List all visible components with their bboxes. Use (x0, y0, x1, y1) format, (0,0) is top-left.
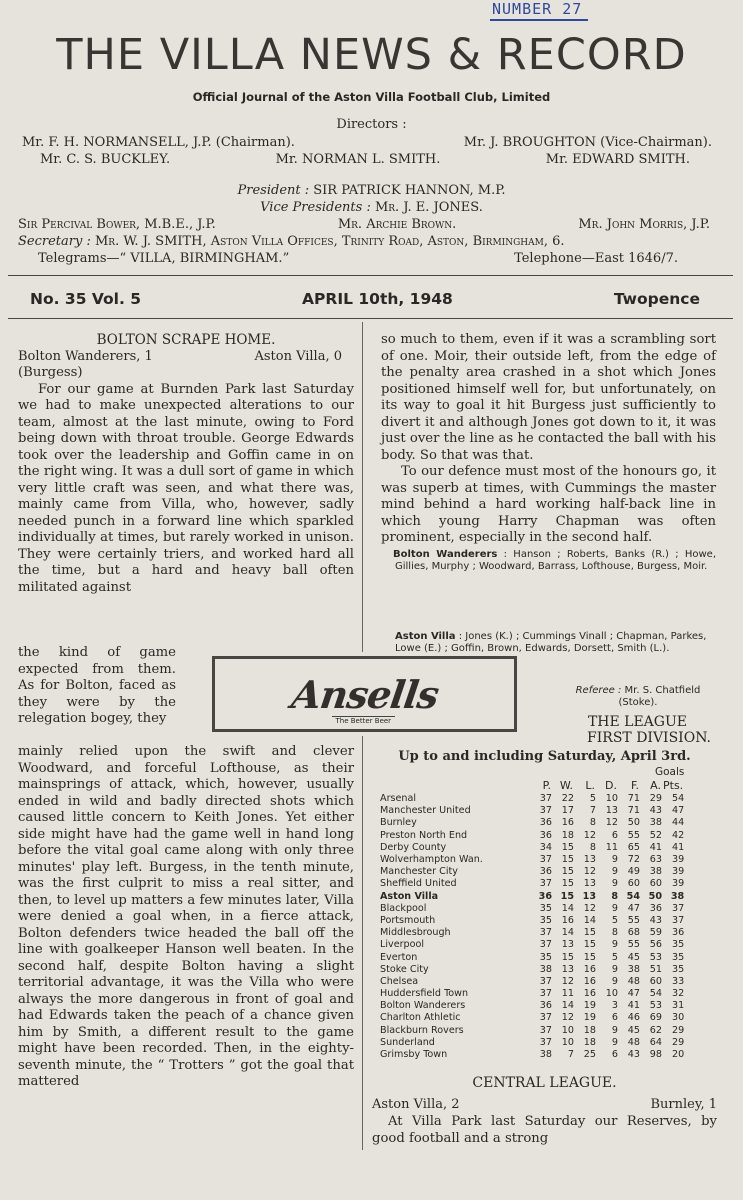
villa-players: : Jones (K.) ; Cummings Vinall ; Chapman, Parkes, Lowe (E.) ; Goffin, Brown, Edwards, Dorsett, Smith (L.). (395, 631, 707, 654)
league-stat-cell: 9 (611, 1024, 618, 1036)
league-team-name: Grimsby Town (380, 1049, 448, 1061)
league-stat-cell: 63 (649, 854, 662, 866)
league-stat-cell: 55 (627, 829, 640, 841)
league-stat-cell: 37 (671, 914, 685, 926)
bolton-players: : Hanson ; Roberts, Banks (R.) ; Howe, Gillies, Murphy ; Woodward, Barrass, Lofthouse, Burgess, Moir. (395, 548, 716, 572)
league-stat-cell: 50 (627, 817, 640, 829)
table-row (380, 866, 684, 878)
league-stat-cell: 37 (539, 1036, 552, 1048)
league-stat-cell: 50 (648, 890, 662, 902)
league-stat-cell: 29 (649, 793, 662, 805)
president-line (0, 183, 743, 198)
divider-issue (8, 318, 733, 319)
league-col-lost: L. (585, 779, 595, 792)
league-stat-cell: 39 (671, 866, 685, 878)
league-stat-cell: 54 (671, 793, 685, 805)
league-stat-cell: 53 (649, 951, 662, 963)
league-stat-cell: 9 (611, 854, 618, 866)
table-row (380, 793, 684, 805)
league-team-name: Sheffield United (380, 878, 457, 890)
ansells-logo (288, 671, 441, 725)
league-stat-cell: 71 (627, 793, 640, 805)
league-team-name: Liverpool (380, 939, 425, 951)
league-stat-cell: 9 (611, 866, 618, 878)
league-stat-cell: 37 (539, 793, 552, 805)
divider-top (8, 275, 733, 276)
column-divider-top (362, 322, 363, 652)
league-stat-cell: 52 (649, 829, 662, 841)
league-stat-cell: 36 (539, 1000, 552, 1012)
league-team-name: Aston Villa (380, 890, 439, 902)
league-stat-cell: 10 (561, 1036, 574, 1048)
telephone: Telephone—East 1646/7. (514, 251, 678, 266)
league-stat-cell: 11 (561, 988, 574, 1000)
table-row (380, 976, 684, 988)
league-division: FIRST DIVISION. (587, 730, 711, 746)
league-stat-cell: 51 (649, 963, 662, 975)
referee-line (563, 685, 713, 709)
league-stat-cell: 13 (561, 963, 574, 975)
league-stat-cell: 22 (561, 793, 574, 805)
league-stat-cell: 43 (649, 805, 662, 817)
vice-presidents-line (0, 200, 743, 215)
central-league-section (372, 1075, 717, 1147)
league-stat-cell: 36 (649, 902, 662, 914)
league-stat-cell: 54 (649, 988, 662, 1000)
league-team-name: Wolverhampton Wan. (380, 854, 483, 866)
league-stat-cell: 9 (611, 975, 618, 987)
central-league-score (372, 1097, 717, 1112)
report-heading: BOLTON SCRAPE HOME. (96, 332, 276, 348)
league-stat-cell: 9 (611, 939, 618, 951)
league-stat-cell: 8 (589, 817, 596, 829)
league-stat-cell: 9 (611, 902, 618, 914)
officer-brown: Mr. Archie Brown. (337, 217, 457, 232)
league-stat-cell: 14 (561, 1000, 574, 1012)
league-team-name: Manchester City (380, 866, 458, 878)
league-stat-cell: 36 (539, 817, 552, 829)
issue-date: APRIL 10th, 1948 (302, 290, 453, 308)
vice-president-name: Mr. J. E. JONES. (374, 200, 483, 215)
table-row (380, 854, 684, 866)
league-stat-cell: 44 (671, 817, 685, 829)
league-team-name: Charlton Athletic (380, 1012, 461, 1024)
column-divider-bottom (362, 736, 363, 1150)
league-stat-cell: 69 (649, 1012, 662, 1024)
league-stat-cell: 12 (583, 829, 596, 841)
league-stat-cell: 38 (539, 963, 552, 975)
league-stat-cell: 15 (561, 951, 574, 963)
league-team-name: Burnley (380, 817, 417, 829)
league-stat-cell: 35 (671, 951, 685, 963)
league-stat-cell: 60 (649, 975, 662, 987)
league-stat-cell: 15 (583, 927, 596, 939)
league-stat-cell: 7 (589, 805, 596, 817)
report-right-column (381, 332, 716, 573)
league-stat-cell: 36 (539, 829, 552, 841)
league-stat-cell: 36 (539, 866, 552, 878)
league-stat-cell: 38 (627, 963, 640, 975)
league-stat-cell: 41 (627, 1000, 640, 1012)
league-stat-cell: 47 (627, 988, 640, 1000)
table-row (380, 817, 684, 829)
referee-name: Mr. S. Chatfield (Stoke). (618, 685, 701, 708)
league-stat-cell: 10 (605, 988, 618, 1000)
league-team-name: Derby County (380, 841, 447, 853)
report-home-team: Bolton Wanderers, 1 (18, 348, 153, 364)
league-stat-cell: 38 (649, 866, 662, 878)
directors-line-2 (40, 152, 690, 167)
director-chairman: Mr. F. H. NORMANSELL, J.P. (Chairman). (22, 135, 295, 150)
table-row (380, 939, 684, 951)
league-table (380, 778, 684, 1061)
league-stat-cell: 14 (561, 927, 574, 939)
league-stat-cell: 72 (627, 854, 640, 866)
league-stat-cell: 8 (611, 927, 618, 939)
league-stat-cell: 25 (583, 1049, 596, 1061)
league-stat-cell: 15 (561, 841, 574, 853)
league-table-header (380, 778, 684, 793)
league-subtitle: Up to and including Saturday, April 3rd. (398, 749, 691, 764)
contact-line (38, 251, 678, 266)
league-stat-cell: 13 (583, 854, 596, 866)
league-team-name: Sunderland (380, 1036, 435, 1048)
league-stat-cell: 55 (627, 914, 640, 926)
league-col-points: Pts. (663, 779, 684, 792)
match-report-column (18, 332, 354, 596)
league-stat-cell: 36 (671, 927, 685, 939)
league-stat-cell: 37 (539, 854, 552, 866)
villa-lineup-head (395, 631, 715, 655)
vice-presidents-label: Vice Presidents : (260, 200, 371, 215)
league-stat-cell: 15 (560, 890, 574, 902)
league-stat-cell: 37 (539, 927, 552, 939)
league-col-played: P. (542, 779, 551, 792)
league-stat-cell: 16 (583, 975, 596, 987)
league-stat-cell: 39 (671, 854, 685, 866)
report-scorer: (Burgess) (18, 365, 83, 380)
issue-bar (30, 290, 700, 308)
table-row (380, 1000, 684, 1012)
report-away-team: Aston Villa, 0 (254, 348, 342, 364)
handwritten-number-note: NUMBER 27 (490, 0, 588, 21)
telegrams: Telegrams—“ VILLA, BIRMINGHAM.” (38, 251, 290, 266)
league-stat-cell: 68 (627, 927, 640, 939)
league-stat-cell: 37 (671, 902, 685, 914)
league-stat-cell: 49 (627, 866, 640, 878)
villa-label: Aston Villa (395, 631, 456, 642)
league-team-name: Portsmouth (380, 914, 436, 926)
report-paragraph-2: so much to them, even if it was a scrambling sort of one. Moir, their outside left, from the edge of the penalty area crashed in a shot which Jones positioned himself well for, but unfortunately, on its way to goal it hit Burgess just sufficiently to divert it and although Jones got down to it, it was just over the line as he contacted the ball with his body. So that was that. (381, 332, 716, 463)
league-stat-cell: 47 (671, 805, 685, 817)
central-league-heading: CENTRAL LEAGUE. (472, 1075, 617, 1091)
league-team-name: Blackpool (380, 902, 427, 914)
league-header (372, 714, 717, 764)
league-stat-cell: 7 (567, 1049, 574, 1061)
league-stat-cell: 48 (627, 1036, 640, 1048)
table-row (380, 830, 684, 842)
masthead-subtitle: Official Journal of the Aston Villa Football Club, Limited (192, 90, 551, 104)
report-score (18, 349, 354, 366)
league-stat-cell: 16 (583, 963, 596, 975)
league-stat-cell: 12 (583, 866, 596, 878)
league-stat-cell: 15 (561, 854, 574, 866)
league-col-against: A. (650, 779, 661, 792)
league-team-name: Middlesbrough (380, 927, 451, 939)
league-stat-cell: 45 (627, 951, 640, 963)
league-team-name: Stoke City (380, 963, 429, 975)
table-row (380, 927, 684, 939)
directors-title: Directors : (336, 117, 407, 132)
league-stat-cell: 37 (539, 1024, 552, 1036)
league-team-name: Blackburn Rovers (380, 1024, 464, 1036)
league-stat-cell: 37 (539, 939, 552, 951)
league-stat-cell: 6 (611, 1049, 618, 1061)
league-stat-cell: 29 (671, 1024, 685, 1036)
secretary-label: Secretary : (18, 234, 91, 249)
league-stat-cell: 43 (649, 914, 662, 926)
league-stat-cell: 41 (649, 841, 662, 853)
league-stat-cell: 19 (583, 1012, 596, 1024)
league-stat-cell: 18 (583, 1024, 596, 1036)
league-stat-cell: 65 (627, 841, 640, 853)
league-stat-cell: 37 (539, 988, 552, 1000)
league-stat-cell: 64 (649, 1036, 662, 1048)
league-stat-cell: 13 (605, 805, 618, 817)
league-col-won: W. (559, 779, 573, 792)
masthead-title: THE VILLA NEWS & RECORD (56, 30, 687, 80)
league-stat-cell: 35 (539, 951, 552, 963)
league-stat-cell: 18 (561, 829, 574, 841)
table-row (380, 878, 684, 890)
league-stat-cell: 13 (561, 939, 574, 951)
league-stat-cell: 38 (670, 890, 685, 902)
table-row (380, 1049, 684, 1061)
league-stat-cell: 19 (583, 1000, 596, 1012)
league-team-name: Chelsea (380, 975, 419, 987)
league-stat-cell: 5 (611, 914, 618, 926)
league-stat-cell: 16 (583, 988, 596, 1000)
league-stat-cell: 45 (627, 1024, 640, 1036)
table-row (380, 964, 684, 976)
league-title: THE LEAGUE (587, 714, 687, 730)
issue-number: No. 35 Vol. 5 (30, 290, 142, 308)
report-paragraph-1-narrow: the kind of game expected from them. As for Bolton, faced as they were by the relegation bogey, they (18, 645, 176, 726)
league-stat-cell: 5 (611, 951, 618, 963)
league-stat-cell: 98 (649, 1049, 662, 1061)
league-col-for: F. (630, 779, 639, 792)
league-team-name: Manchester United (380, 805, 471, 817)
report-paragraph-1-continued: mainly relied upon the swift and clever Woodward, and forceful Lofthouse, as their mainsprings of attack, which, however, usually ended in wild and badly directed shots which caused little concern to Keith Jones. Yet either side might have had the game well in hand long before the vital goal came along with only three minutes' play left. Burgess, in the tenth minute, was the first culprit to miss a real sitter, and then, to level up matters a few minutes later, Villa were denied a goal when, in a fierce attack, Bolton defenders twice headed the ball off the line with goalkeeper Hanson well beaten. In the second half, despite Bolton having a slight territorial advantage, it was the Villa who were always the more dangerous in front of goal and had Edwards taken the peach of a chance given him by Smith, a different result to the game might have been recorded. Then, in the eighty-seventh minute, the “ Trotters ” got the goal that mattered (18, 744, 354, 1089)
league-stat-cell: 5 (589, 793, 596, 805)
league-stat-cell: 12 (605, 817, 618, 829)
referee-label: Referee : (575, 685, 622, 696)
league-col-team (380, 778, 530, 793)
league-stat-cell: 59 (649, 927, 662, 939)
league-stat-cell: 43 (627, 1049, 640, 1061)
league-stat-cell: 54 (626, 890, 640, 902)
league-stat-cell: 20 (671, 1049, 685, 1061)
table-row (380, 903, 684, 915)
ansells-tagline: The Better Beer (332, 716, 396, 725)
officer-bower: Sir Percival Bower, M.B.E., J.P. (18, 217, 216, 232)
secretary-line (18, 234, 718, 249)
league-stat-cell: 31 (671, 1000, 685, 1012)
league-stat-cell: 32 (671, 988, 685, 1000)
goals-label: Goals (655, 766, 685, 778)
league-stat-cell: 9 (611, 878, 618, 890)
table-row (380, 988, 684, 1000)
league-stat-cell: 8 (589, 841, 596, 853)
league-stat-cell: 10 (561, 1024, 574, 1036)
secretary-details: Mr. W. J. SMITH, Aston Villa Offices, Trinity Road, Aston, Birmingham, 6. (94, 234, 565, 249)
league-stat-cell: 11 (605, 841, 618, 853)
league-stat-cell: 30 (671, 1012, 685, 1024)
report-paragraph-1: For our game at Burnden Park last Saturday we had to make unexpected alterations to our team, almost at the last minute, owing to Ford being down with throat trouble. George Edwards took over the leadership and Goffin came in on the right wing. It was a dull sort of game in which very little craft was seen, and what there was, mainly came from Villa, who, however, sadly needed punch in a forward line which sparkled individually at times, but rarely worked in unison. They were certainly triers, and worked hard all the time, but a hard and heavy ball often militated against (18, 381, 354, 595)
league-stat-cell: 18 (583, 1036, 596, 1048)
director-vice-chairman: Mr. J. BROUGHTON (Vice-Chairman). (463, 135, 712, 150)
director-norman-smith: Mr. NORMAN L. SMITH. (275, 152, 441, 167)
league-stat-cell: 9 (611, 1036, 618, 1048)
league-stat-cell: 56 (649, 939, 662, 951)
league-team-name: Everton (380, 951, 418, 963)
league-stat-cell: 13 (583, 878, 596, 890)
table-row (380, 842, 684, 854)
league-stat-cell: 9 (611, 963, 618, 975)
league-team-name: Arsenal (380, 793, 417, 805)
league-stat-cell: 39 (671, 878, 685, 890)
league-stat-cell: 33 (671, 975, 685, 987)
league-stat-cell: 37 (539, 1012, 552, 1024)
league-stat-cell: 17 (561, 805, 574, 817)
league-stat-cell: 15 (583, 951, 596, 963)
league-stat-cell: 53 (649, 1000, 662, 1012)
league-stat-cell: 15 (561, 878, 574, 890)
officer-morris: Mr. John Morris, J.P. (578, 217, 710, 232)
league-stat-cell: 46 (627, 1012, 640, 1024)
table-row (380, 1012, 684, 1024)
league-stat-cell: 6 (611, 829, 618, 841)
league-col-drawn: D. (605, 779, 617, 792)
league-stat-cell: 60 (649, 878, 662, 890)
table-row (380, 1025, 684, 1037)
league-stat-cell: 8 (611, 890, 618, 902)
report-paragraph-3: To our defence must most of the honours go, it was superb at times, with Cummings the master mind behind a hard working half-back line in which young Harry Chapman was often prominent, especially in the second half. (381, 464, 716, 545)
league-stat-cell: 38 (539, 1049, 552, 1061)
director-buckley: Mr. C. S. BUCKLEY. (40, 152, 171, 167)
league-stat-cell: 35 (671, 963, 685, 975)
directors-line-1 (22, 135, 712, 150)
league-stat-cell: 35 (671, 939, 685, 951)
league-stat-cell: 47 (627, 902, 640, 914)
table-row (380, 891, 684, 903)
table-row (380, 1037, 684, 1049)
league-stat-cell: 35 (539, 902, 552, 914)
ansells-brand: Ansells (288, 671, 441, 717)
league-stat-cell: 12 (561, 975, 574, 987)
issue-price: Twopence (613, 290, 700, 308)
league-stat-cell: 36 (538, 890, 552, 902)
league-stat-cell: 14 (561, 902, 574, 914)
league-stat-cell: 41 (671, 841, 685, 853)
officers-line-3 (18, 217, 710, 232)
bolton-label: Bolton Wanderers (393, 548, 498, 560)
league-stat-cell: 37 (539, 805, 552, 817)
league-stat-cell: 60 (627, 878, 640, 890)
league-team-name: Huddersfield Town (380, 988, 469, 1000)
league-stat-cell: 15 (561, 866, 574, 878)
president-name: SIR PATRICK HANNON, M.P. (313, 183, 506, 198)
league-stat-cell: 62 (649, 1024, 662, 1036)
report-continued-column (18, 744, 354, 1091)
table-row (380, 915, 684, 927)
league-stat-cell: 55 (627, 939, 640, 951)
league-stat-cell: 29 (671, 1036, 685, 1048)
league-stat-cell: 37 (539, 878, 552, 890)
president-label: President : (237, 183, 310, 198)
central-home-team: Aston Villa, 2 (372, 1097, 460, 1112)
central-league-text: At Villa Park last Saturday our Reserves, by good football and a strong (372, 1114, 717, 1146)
league-table-body (380, 793, 684, 1061)
league-stat-cell: 37 (539, 975, 552, 987)
league-stat-cell: 6 (611, 1012, 618, 1024)
bolton-lineup (381, 549, 716, 573)
league-stat-cell: 38 (649, 817, 662, 829)
league-stat-cell: 42 (671, 829, 685, 841)
table-row (380, 951, 684, 963)
league-stat-cell: 3 (611, 1000, 618, 1012)
league-stat-cell: 12 (583, 902, 596, 914)
report-narrow-column (18, 645, 176, 728)
table-row (380, 805, 684, 817)
central-away-team: Burnley, 1 (650, 1097, 717, 1112)
league-stat-cell: 16 (561, 914, 574, 926)
league-stat-cell: 15 (583, 939, 596, 951)
league-stat-cell: 12 (561, 1012, 574, 1024)
league-stat-cell: 14 (583, 914, 596, 926)
league-team-name: Preston North End (380, 829, 468, 841)
league-stat-cell: 34 (539, 841, 552, 853)
league-stat-cell: 16 (561, 817, 574, 829)
league-team-name: Bolton Wanderers (380, 1000, 466, 1012)
league-stat-cell: 10 (605, 793, 618, 805)
league-stat-cell: 13 (582, 890, 596, 902)
director-edward-smith: Mr. EDWARD SMITH. (545, 152, 690, 167)
league-stat-cell: 71 (627, 805, 640, 817)
league-stat-cell: 35 (539, 914, 552, 926)
league-stat-cell: 48 (627, 975, 640, 987)
